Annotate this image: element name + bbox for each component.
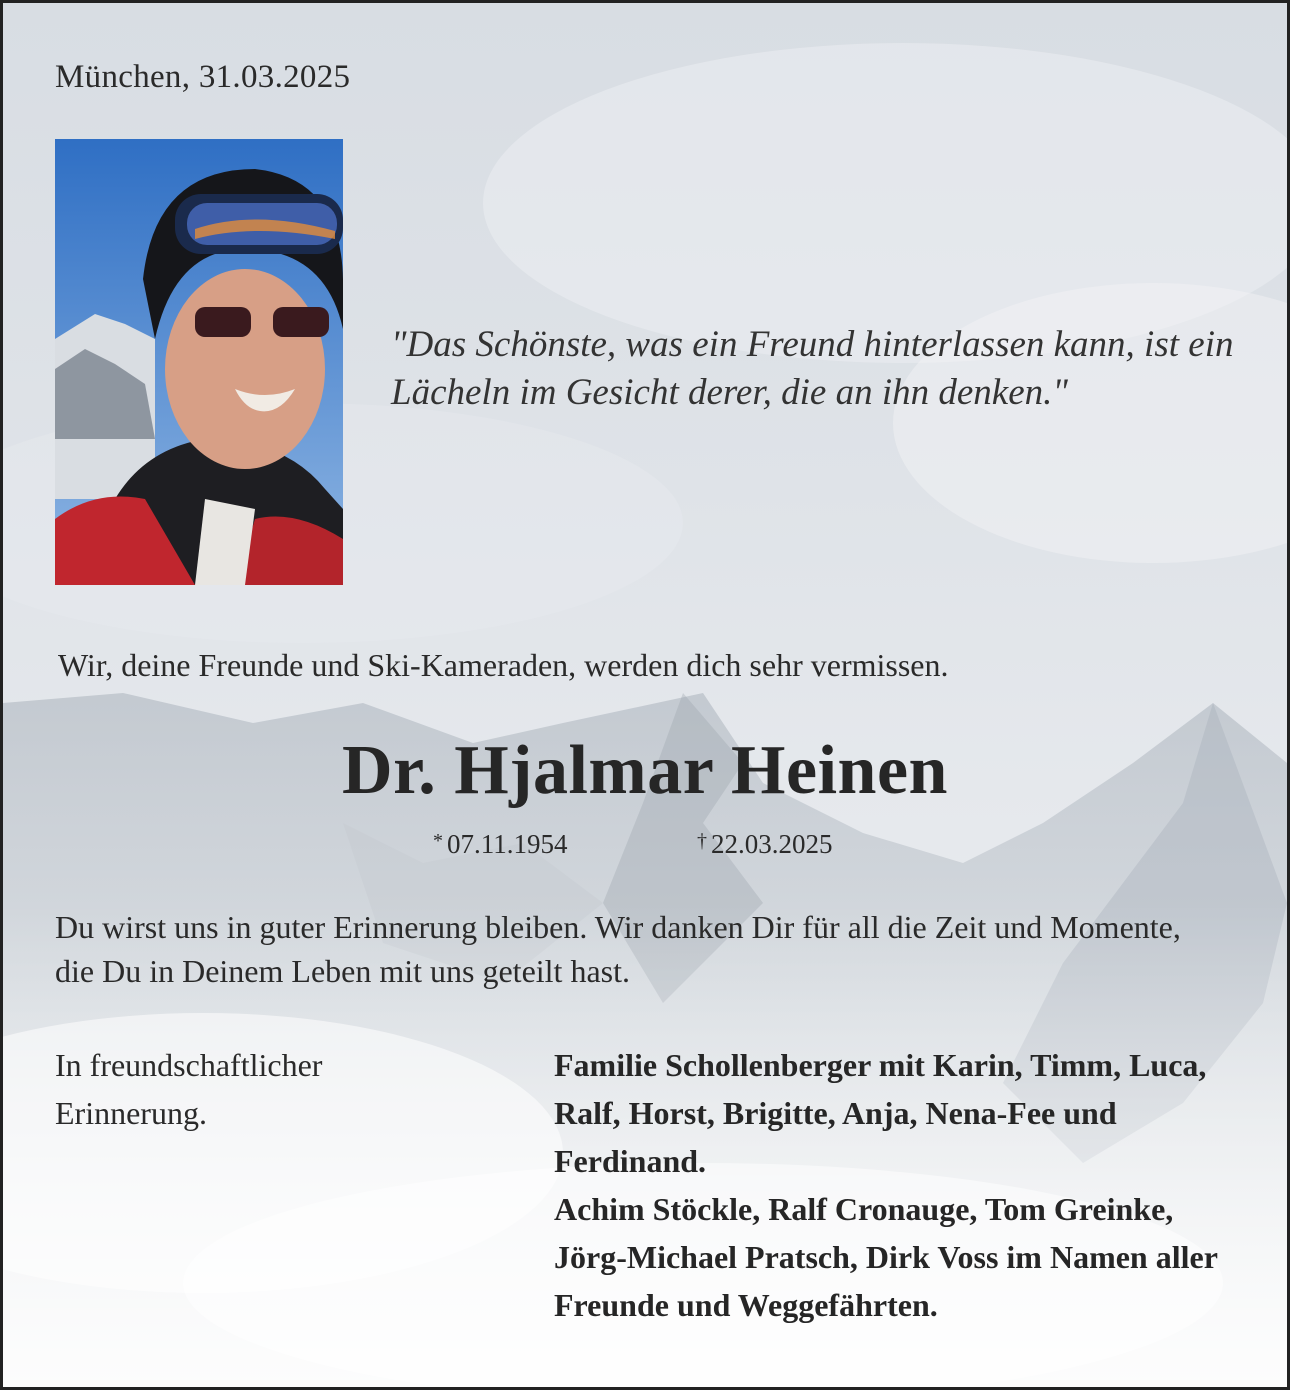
birth-date [433, 829, 568, 860]
portrait-photo [55, 139, 343, 585]
death-date [697, 829, 833, 860]
signers-list [554, 1041, 1244, 1329]
place-date: München, 31.03.2025 [55, 59, 351, 95]
closing-text: In freundschaftlicher Erinnerung. [55, 1047, 323, 1131]
memorial-quote: "Das Schönste, was ein Freund hinterlassen kann, ist ein Lächeln im Gesicht derer, die an ihn denken." [391, 324, 1234, 413]
signer-group: Achim Stöckle, Ralf Cronauge, Tom Greinke, Jörg-Michael Pratsch, Dirk Voss im Namen aller Freunde und Weggefährten. [554, 1191, 1218, 1323]
signer-group: Familie Schollenberger mit Karin, Timm, Luca, Ralf, Horst, Brigitte, Anja, Nena-Fee und Ferdinand. [554, 1047, 1207, 1179]
memory-text: Du wirst uns in guter Erinnerung bleiben. Wir danken Dir für all die Zeit und Momente, die Du in Deinem Leben mit uns geteilt hast. [55, 909, 1181, 989]
birth-date-value: 07.11.1954 [447, 829, 568, 859]
birth-symbol: * [433, 830, 443, 852]
deceased-name: Dr. Hjalmar Heinen [342, 732, 948, 809]
intro-text: Wir, deine Freunde und Ski-Kameraden, werden dich sehr vermissen. [58, 647, 949, 683]
death-date-value: 22.03.2025 [711, 829, 833, 859]
death-symbol: † [697, 830, 707, 852]
